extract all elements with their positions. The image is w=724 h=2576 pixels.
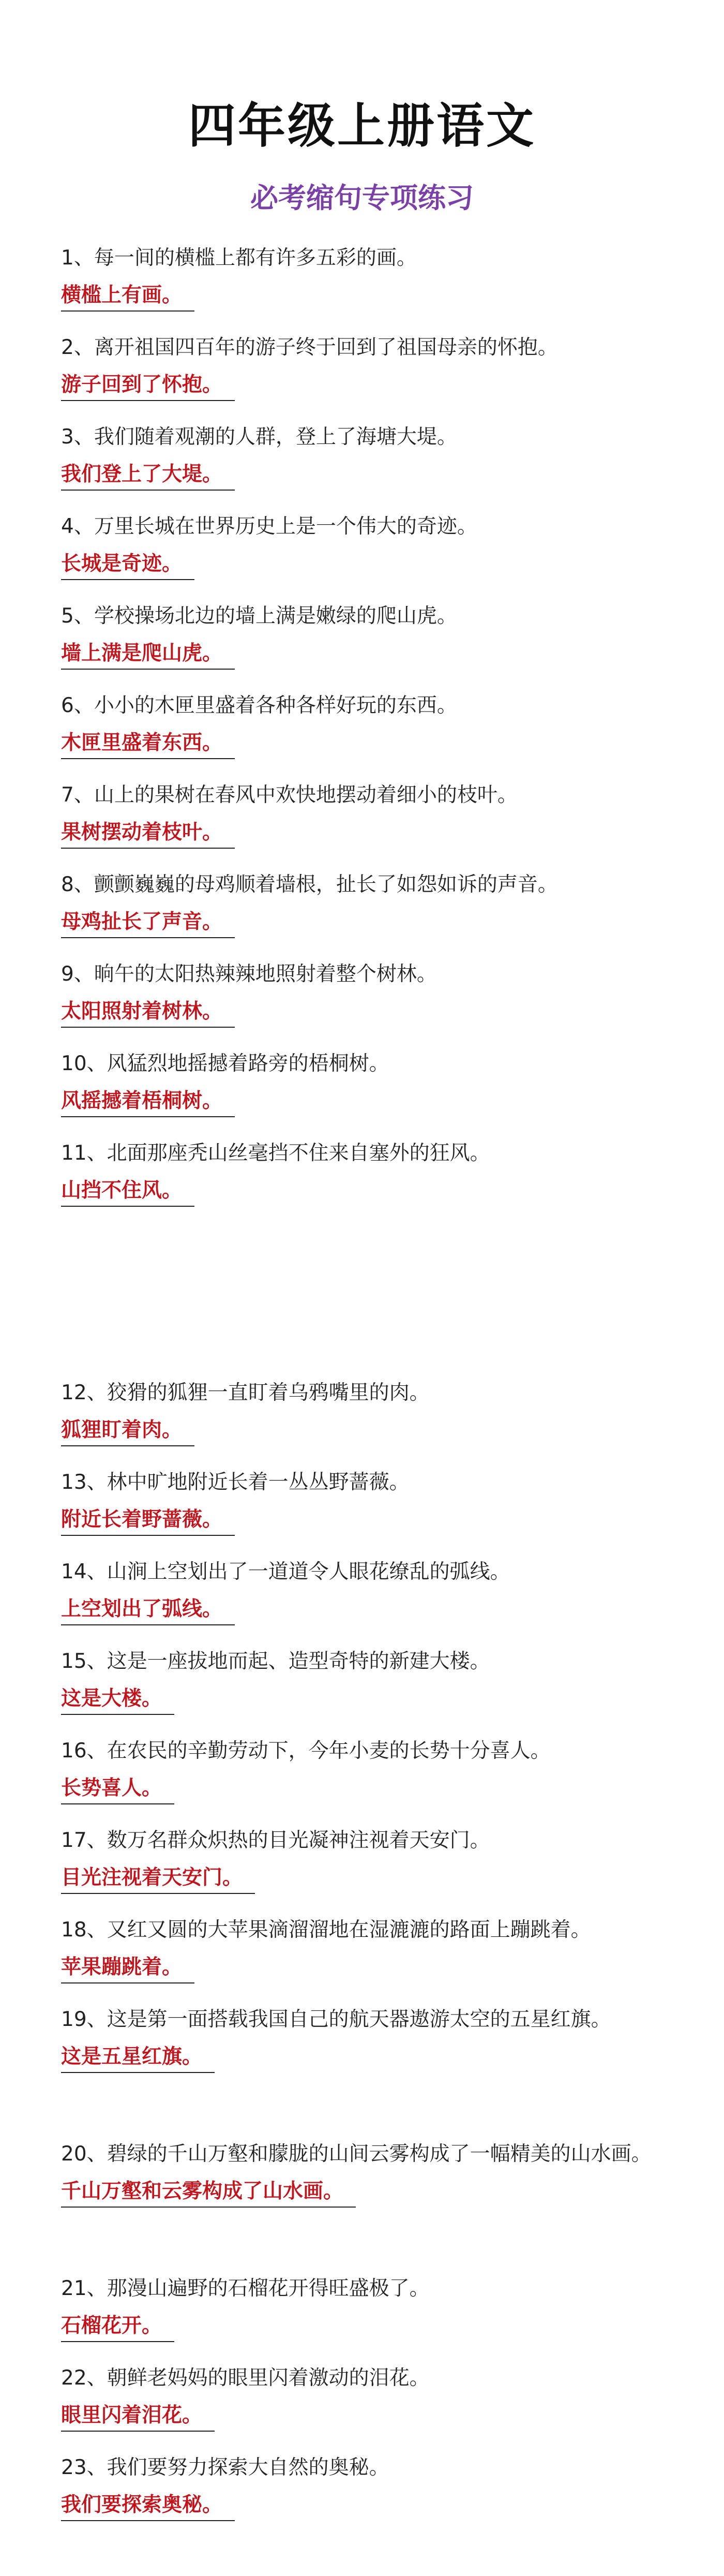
exercise-item — [61, 1818, 682, 1894]
exercise-item — [61, 2356, 682, 2432]
exercise-question: 14、山涧上空划出了一道道令人眼花缭乱的弧线。 — [61, 1560, 510, 1583]
exercise-answer: 这是大楼。 — [61, 1684, 174, 1715]
exercise-answer: 眼里闪着泪花。 — [61, 2401, 215, 2432]
exercise-answer: 风摇撼着梧桐树。 — [61, 1086, 235, 1117]
page-subtitle: 必考缩句专项练习 — [250, 182, 474, 214]
exercise-item — [61, 1041, 682, 1117]
exercise-question: 20、碧绿的千山万壑和朦胧的山间云雾构成了一幅精美的山水画。 — [61, 2142, 652, 2166]
exercise-answer: 我们要探索奥秘。 — [61, 2490, 235, 2521]
exercise-question: 1、每一间的横槛上都有许多五彩的画。 — [61, 246, 417, 270]
exercise-item — [61, 1549, 682, 1625]
exercise-item — [61, 1639, 682, 1715]
exercise-item — [61, 1728, 682, 1804]
exercise-item — [61, 1907, 682, 1983]
exercise-item — [61, 414, 682, 491]
exercise-answer: 母鸡扯长了声音。 — [61, 907, 235, 938]
exercise-question: 2、离开祖国四百年的游子终于回到了祖国母亲的怀抱。 — [61, 336, 558, 359]
exercise-answer: 千山万壑和云雾构成了山水画。 — [61, 2177, 356, 2208]
exercise-item — [61, 1997, 682, 2073]
exercise-question: 10、风猛烈地摇撼着路旁的梧桐树。 — [61, 1052, 389, 1075]
exercise-question: 15、这是一座拔地而起、造型奇特的新建大楼。 — [61, 1650, 490, 1673]
exercise-answer: 长城是奇迹。 — [61, 549, 194, 580]
exercise-answer: 果树摆动着枝叶。 — [61, 818, 235, 849]
exercise-answer: 苹果蹦跳着。 — [61, 1952, 194, 1983]
exercise-question: 19、这是第一面搭载我国自己的航天器遨游太空的五星红旗。 — [61, 2008, 611, 2031]
exercise-question: 16、在农民的辛勤劳动下，今年小麦的长势十分喜人。 — [61, 1739, 551, 1763]
exercise-question: 18、又红又圆的大苹果滴溜溜地在湿漉漉的路面上蹦跳着。 — [61, 1918, 591, 1942]
exercise-item — [61, 1460, 682, 1536]
exercise-item — [61, 594, 682, 670]
exercise-answer: 木匣里盛着东西。 — [61, 728, 235, 759]
exercise-answer: 目光注视着天安门。 — [61, 1863, 255, 1894]
exercise-question: 12、狡猾的狐狸一直盯着乌鸦嘴里的肉。 — [61, 1381, 430, 1404]
exercise-item — [61, 773, 682, 849]
exercise-question: 13、林中旷地附近长着一丛丛野蔷薇。 — [61, 1471, 410, 1494]
exercise-answer: 附近长着野蔷薇。 — [61, 1505, 235, 1536]
exercise-answer: 横槛上有画。 — [61, 280, 194, 312]
exercise-item — [61, 1131, 682, 1207]
exercise-question: 22、朝鲜老妈妈的眼里闪着激动的泪花。 — [61, 2366, 430, 2390]
exercise-answer: 上空划出了弧线。 — [61, 1594, 235, 1625]
exercise-item — [61, 2445, 682, 2521]
exercise-question: 23、我们要努力探索大自然的奥秘。 — [61, 2456, 389, 2479]
exercise-answer: 长势喜人。 — [61, 1773, 174, 1804]
exercise-question: 7、山上的果树在春风中欢快地摆动着细小的枝叶。 — [61, 783, 518, 807]
exercise-question: 17、数万名群众炽热的目光凝神注视着天安门。 — [61, 1829, 490, 1852]
exercise-item — [61, 1370, 682, 1446]
exercise-item — [61, 862, 682, 938]
exercise-answer: 这是五星红旗。 — [61, 2042, 215, 2073]
exercise-item — [61, 683, 682, 759]
exercise-item — [61, 2131, 682, 2208]
exercise-item — [61, 2266, 682, 2342]
exercise-question: 8、颤颤巍巍的母鸡顺着墙根，扯长了如怨如诉的声音。 — [61, 873, 558, 896]
exercise-answer: 太阳照射着树林。 — [61, 997, 235, 1028]
exercise-question: 6、小小的木匣里盛着各种各样好玩的东西。 — [61, 694, 457, 717]
page-title: 四年级上册语文 — [188, 98, 536, 154]
exercise-item — [61, 952, 682, 1028]
exercise-answer: 山挡不住风。 — [61, 1176, 194, 1207]
exercise-question: 21、那漫山遍野的石榴花开得旺盛极了。 — [61, 2277, 430, 2300]
exercise-answer: 狐狸盯着肉。 — [61, 1415, 194, 1446]
exercise-question: 11、北面那座秃山丝毫挡不住来自塞外的狂风。 — [61, 1142, 490, 1165]
exercise-item — [61, 235, 682, 312]
exercise-question: 9、晌午的太阳热辣辣地照射着整个树林。 — [61, 963, 437, 986]
exercise-answer: 墙上满是爬山虎。 — [61, 639, 235, 670]
exercise-answer: 游子回到了怀抱。 — [61, 370, 235, 401]
exercise-item — [61, 325, 682, 401]
exercise-answer: 石榴花开。 — [61, 2311, 174, 2342]
exercise-question: 4、万里长城在世界历史上是一个伟大的奇迹。 — [61, 515, 477, 538]
exercise-item — [61, 504, 682, 580]
exercise-question: 3、我们随着观潮的人群，登上了海塘大堤。 — [61, 425, 457, 449]
exercise-question: 5、学校操场北边的墙上满是嫩绿的爬山虎。 — [61, 604, 457, 628]
exercise-answer: 我们登上了大堤。 — [61, 460, 235, 491]
